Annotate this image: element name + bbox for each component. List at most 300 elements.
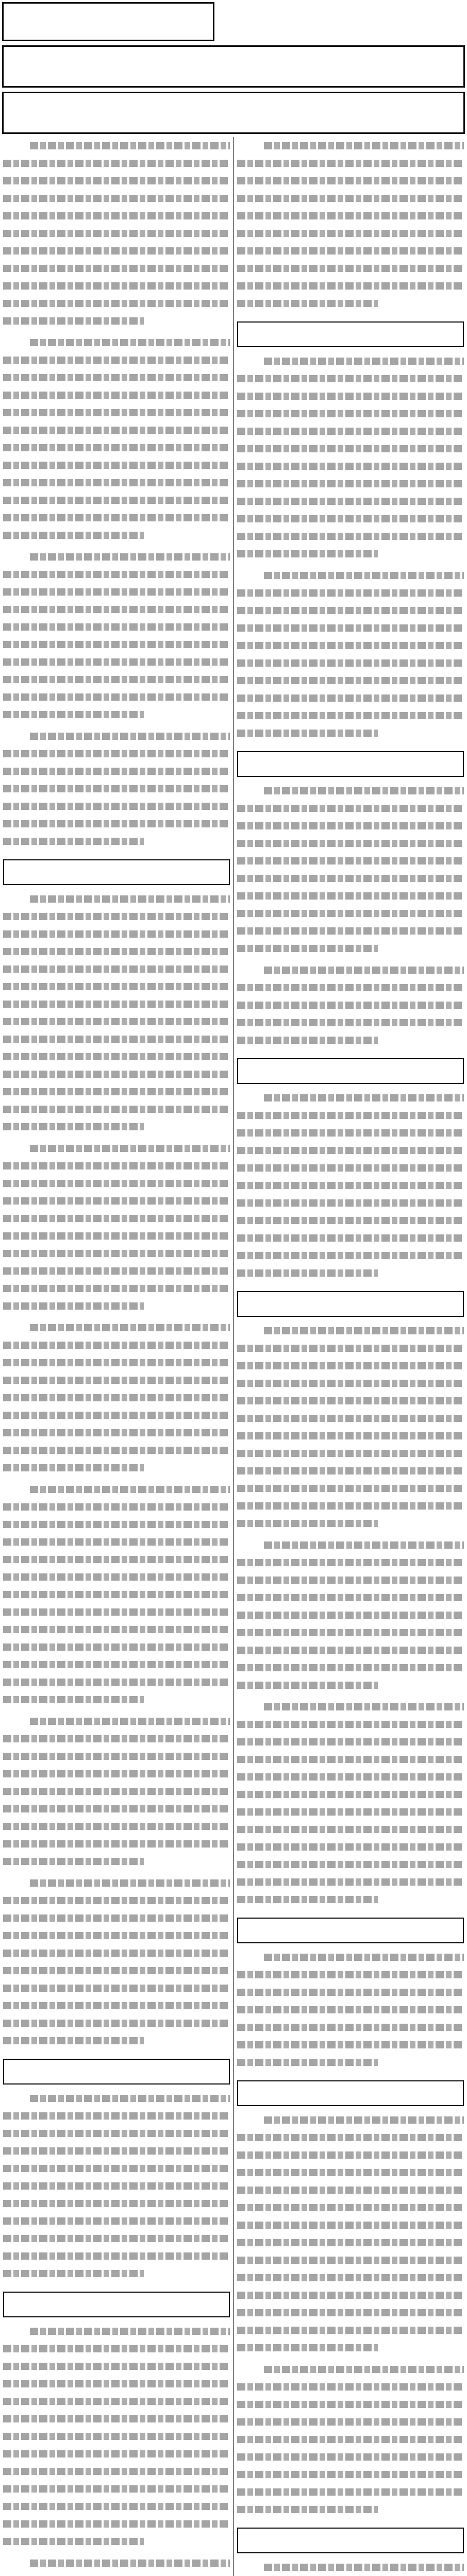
text-line	[3, 1336, 230, 1354]
paragraph-text-lines	[3, 1481, 230, 1708]
text-line	[237, 1716, 464, 1733]
text-line	[3, 2265, 230, 2282]
paragraph-gap	[3, 330, 230, 334]
text-line	[3, 1997, 230, 2014]
text-line	[237, 979, 464, 996]
paragraph-gap	[3, 2282, 230, 2286]
text-line	[237, 1803, 464, 1821]
text-line	[237, 1515, 464, 1532]
text-line	[237, 654, 464, 672]
paragraph-gap	[237, 563, 464, 567]
paragraph-text-lines	[3, 2090, 230, 2282]
text-line	[237, 996, 464, 1014]
text-line	[237, 2199, 464, 2216]
paragraph-gap	[237, 1694, 464, 1698]
text-line	[237, 619, 464, 637]
text-line	[237, 277, 464, 295]
paragraph-gap	[3, 1315, 230, 1319]
text-line	[237, 2378, 464, 2396]
text-line	[237, 2216, 464, 2234]
text-line	[237, 1089, 464, 1107]
section-heading	[237, 1291, 464, 1317]
text-line	[3, 1874, 230, 1892]
text-line	[3, 1603, 230, 1621]
text-line	[237, 1838, 464, 1856]
text-line	[3, 2032, 230, 2049]
text-line	[237, 887, 464, 905]
text-line	[3, 780, 230, 798]
text-line	[237, 1212, 464, 1229]
text-line	[3, 225, 230, 242]
text-line	[3, 745, 230, 762]
text-line	[237, 2396, 464, 2413]
text-line	[3, 636, 230, 653]
paragraph-text-lines	[3, 1319, 230, 1477]
text-line	[237, 207, 464, 225]
text-line	[3, 2142, 230, 2160]
text-line	[3, 2195, 230, 2212]
text-line	[237, 2558, 464, 2576]
text-line	[237, 2251, 464, 2269]
text-line	[3, 1944, 230, 1962]
text-line	[3, 1621, 230, 1638]
text-line	[3, 2463, 230, 2480]
paragraph-text-lines	[3, 1140, 230, 1315]
text-line	[3, 2515, 230, 2533]
text-line	[3, 1909, 230, 1927]
paragraph-gap	[237, 312, 464, 316]
text-line	[3, 960, 230, 978]
text-line	[237, 1676, 464, 1694]
text-line	[237, 2164, 464, 2181]
text-line	[3, 618, 230, 636]
text-line	[237, 567, 464, 584]
text-line	[237, 405, 464, 422]
paragraph-text-lines	[237, 782, 464, 957]
paragraph-text-lines	[3, 1874, 230, 2049]
text-line	[3, 2410, 230, 2428]
text-line	[237, 1641, 464, 1659]
text-line	[3, 2177, 230, 2195]
paragraph-gap	[3, 544, 230, 548]
paragraph-text-lines	[237, 1536, 464, 1694]
text-line	[237, 1159, 464, 1177]
text-line	[3, 1424, 230, 1442]
text-line	[237, 2431, 464, 2448]
text-line	[3, 943, 230, 960]
text-line	[3, 1100, 230, 1118]
text-line	[237, 2111, 464, 2129]
text-line	[237, 2448, 464, 2466]
text-line	[237, 2129, 464, 2146]
text-line	[237, 457, 464, 475]
paragraph-text-lines	[237, 1089, 464, 1282]
text-line	[3, 492, 230, 509]
text-line	[237, 1733, 464, 1751]
paragraph-gap	[3, 1708, 230, 1713]
text-line	[3, 1818, 230, 1835]
text-line	[3, 2212, 230, 2230]
text-line	[3, 1083, 230, 1100]
text-line	[237, 422, 464, 440]
text-line	[3, 1030, 230, 1048]
paragraph-text-lines	[237, 1698, 464, 1908]
text-line	[3, 1835, 230, 1853]
text-line	[237, 1821, 464, 1838]
text-line	[3, 386, 230, 404]
text-line	[3, 2533, 230, 2550]
text-line	[237, 1247, 464, 1264]
text-line	[3, 1892, 230, 1909]
text-line	[237, 2181, 464, 2199]
text-line	[237, 352, 464, 370]
text-line	[3, 671, 230, 688]
section-heading	[237, 2080, 464, 2106]
headline-banner-1	[2, 2, 214, 41]
paragraph-text-lines	[3, 727, 230, 850]
text-line	[237, 817, 464, 835]
text-line	[3, 1371, 230, 1389]
text-line	[3, 172, 230, 190]
text-line	[237, 1659, 464, 1676]
text-line	[3, 2160, 230, 2177]
text-line	[3, 421, 230, 439]
text-line	[3, 1048, 230, 1065]
text-line	[3, 566, 230, 583]
paragraph-text-lines	[3, 334, 230, 544]
text-line	[237, 961, 464, 979]
text-line	[3, 798, 230, 815]
text-line	[237, 172, 464, 190]
text-line	[237, 1194, 464, 1212]
section-heading	[237, 1918, 464, 1943]
section-heading	[237, 1058, 464, 1084]
text-line	[3, 277, 230, 295]
text-line	[237, 1984, 464, 2001]
text-line	[237, 2146, 464, 2164]
text-line	[237, 584, 464, 602]
text-line	[3, 1157, 230, 1175]
paragraph-text-lines	[3, 548, 230, 723]
text-line	[3, 1551, 230, 1568]
paragraph-gap	[3, 2049, 230, 2054]
paragraph-text-lines	[237, 2361, 464, 2518]
text-line	[3, 2572, 230, 2576]
text-line	[237, 1856, 464, 1873]
text-line	[237, 2321, 464, 2339]
text-line	[3, 474, 230, 492]
text-line	[237, 493, 464, 510]
text-line	[3, 1748, 230, 1765]
text-line	[3, 1783, 230, 1800]
paragraph-text-lines	[237, 1322, 464, 1532]
left-column	[3, 137, 230, 2576]
text-line	[237, 2361, 464, 2378]
text-line	[3, 2554, 230, 2572]
headline-banner-2	[2, 45, 465, 88]
text-line	[3, 137, 230, 155]
text-line	[237, 2304, 464, 2321]
text-line	[3, 190, 230, 207]
text-line	[237, 602, 464, 619]
text-line	[237, 2234, 464, 2251]
text-line	[237, 724, 464, 742]
headline-banner-3	[2, 92, 465, 134]
text-line	[3, 1354, 230, 1371]
text-line	[237, 922, 464, 940]
text-line	[3, 583, 230, 601]
section-heading	[3, 859, 230, 885]
text-line	[237, 835, 464, 852]
text-line	[237, 510, 464, 528]
text-line	[237, 1340, 464, 1357]
text-line	[3, 155, 230, 172]
text-line	[237, 225, 464, 242]
paragraph-gap	[237, 742, 464, 746]
text-line	[3, 1481, 230, 1498]
text-line	[3, 527, 230, 544]
text-line	[3, 295, 230, 312]
section-heading	[3, 2292, 230, 2317]
paragraph-gap	[237, 1049, 464, 1053]
text-line	[237, 242, 464, 260]
text-line	[3, 260, 230, 277]
text-line	[237, 1554, 464, 1571]
text-line	[237, 1480, 464, 1497]
text-line	[237, 1536, 464, 1554]
text-line	[237, 1107, 464, 1124]
text-line	[3, 1765, 230, 1783]
text-line	[237, 1891, 464, 1908]
text-line	[3, 2480, 230, 2498]
text-line	[3, 1586, 230, 1603]
paragraph-text-lines	[237, 352, 464, 563]
text-line	[237, 2466, 464, 2483]
text-line	[3, 404, 230, 421]
paragraph-text-lines	[3, 137, 230, 330]
text-line	[237, 637, 464, 654]
text-line	[237, 1624, 464, 1641]
text-line	[3, 1962, 230, 1979]
text-line	[3, 1638, 230, 1656]
text-line	[237, 528, 464, 545]
text-line	[237, 2269, 464, 2286]
section-heading	[237, 321, 464, 347]
text-line	[237, 1375, 464, 1392]
section-heading	[237, 751, 464, 777]
text-line	[3, 2445, 230, 2463]
text-line	[3, 815, 230, 833]
text-line	[237, 1497, 464, 1515]
text-line	[237, 545, 464, 563]
text-line	[3, 1498, 230, 1516]
text-line	[3, 1533, 230, 1551]
paragraph-text-lines	[3, 1713, 230, 1870]
text-line	[237, 475, 464, 493]
paragraph-text-lines	[237, 137, 464, 312]
text-line	[3, 890, 230, 908]
text-line	[237, 1031, 464, 1049]
text-line	[237, 870, 464, 887]
text-line	[3, 908, 230, 925]
text-line	[3, 2375, 230, 2393]
text-line	[3, 925, 230, 943]
text-line	[237, 1392, 464, 1410]
paragraph-gap	[3, 1870, 230, 1874]
text-line	[3, 312, 230, 330]
text-line	[3, 1730, 230, 1748]
text-line	[3, 1459, 230, 1477]
paragraph-gap	[237, 2357, 464, 2361]
text-line	[3, 1140, 230, 1157]
paragraph-gap	[237, 1908, 464, 1912]
text-line	[237, 2036, 464, 2054]
text-line	[237, 137, 464, 155]
text-line	[3, 1656, 230, 1673]
text-line	[237, 2413, 464, 2431]
text-line	[237, 1786, 464, 1803]
text-line	[237, 190, 464, 207]
text-line	[3, 456, 230, 474]
text-line	[3, 1319, 230, 1336]
text-line	[237, 155, 464, 172]
text-line	[3, 509, 230, 527]
text-line	[3, 1297, 230, 1315]
text-line	[3, 762, 230, 780]
text-line	[3, 1568, 230, 1586]
text-line	[237, 1589, 464, 1606]
text-line	[3, 548, 230, 566]
text-line	[237, 689, 464, 707]
paragraph-gap	[237, 957, 464, 961]
text-line	[3, 2323, 230, 2340]
text-line	[3, 439, 230, 456]
paragraph-text-lines	[3, 2554, 230, 2576]
text-line	[3, 207, 230, 225]
text-line	[237, 1229, 464, 1247]
text-line	[237, 440, 464, 457]
text-line	[3, 1192, 230, 1210]
text-line	[237, 1410, 464, 1427]
text-line	[237, 1177, 464, 1194]
text-line	[3, 1927, 230, 1944]
text-line	[3, 1245, 230, 1262]
text-line	[237, 2339, 464, 2357]
text-line	[237, 800, 464, 817]
text-line	[3, 688, 230, 706]
text-line	[237, 1357, 464, 1375]
text-line	[3, 1280, 230, 1297]
text-line	[3, 1175, 230, 1192]
text-line	[3, 833, 230, 850]
text-line	[237, 1966, 464, 1984]
text-line	[3, 2428, 230, 2445]
paragraph-text-lines	[237, 2111, 464, 2357]
right-column	[237, 137, 464, 2576]
text-line	[3, 1389, 230, 1406]
text-line	[3, 1691, 230, 1708]
text-line	[3, 1442, 230, 1459]
text-line	[237, 1445, 464, 1462]
paragraph-gap	[3, 723, 230, 727]
text-line	[237, 2501, 464, 2518]
text-line	[237, 1606, 464, 1624]
section-heading	[3, 2059, 230, 2084]
paragraph-text-lines	[237, 2558, 464, 2576]
text-line	[3, 2393, 230, 2410]
text-line	[3, 2247, 230, 2265]
text-line	[3, 2340, 230, 2358]
text-line	[237, 1698, 464, 1716]
text-line	[3, 727, 230, 745]
paragraph-gap	[237, 2518, 464, 2522]
text-line	[3, 1210, 230, 1227]
paragraph-text-lines	[3, 890, 230, 1136]
text-line	[237, 1948, 464, 1966]
text-line	[3, 1227, 230, 1245]
text-line	[3, 706, 230, 723]
paragraph-text-lines	[237, 567, 464, 742]
paragraph-gap	[237, 1282, 464, 1286]
paragraph-gap	[3, 1477, 230, 1481]
text-line	[237, 1322, 464, 1340]
text-line	[237, 1142, 464, 1159]
text-line	[237, 1427, 464, 1445]
text-line	[3, 2125, 230, 2142]
text-line	[3, 1516, 230, 1533]
paragraph-text-lines	[237, 1948, 464, 2071]
text-line	[3, 2107, 230, 2125]
text-line	[3, 1406, 230, 1424]
text-line	[3, 1673, 230, 1691]
text-line	[3, 242, 230, 260]
text-line	[3, 2090, 230, 2107]
paragraph-gap	[237, 2071, 464, 2075]
text-line	[3, 1853, 230, 1870]
text-line	[3, 2358, 230, 2375]
text-line	[3, 1118, 230, 1136]
text-line	[237, 2054, 464, 2071]
text-line	[237, 2001, 464, 2019]
paragraph-gap	[3, 850, 230, 854]
text-line	[237, 2483, 464, 2501]
text-line	[3, 2014, 230, 2032]
text-line	[237, 672, 464, 689]
text-line	[237, 707, 464, 724]
text-line	[3, 1262, 230, 1280]
text-line	[237, 1124, 464, 1142]
text-line	[3, 978, 230, 995]
text-line	[3, 1713, 230, 1730]
text-line	[3, 369, 230, 386]
text-line	[3, 334, 230, 351]
text-line	[3, 601, 230, 618]
text-line	[3, 1013, 230, 1030]
section-heading	[237, 2528, 464, 2553]
text-line	[237, 905, 464, 922]
text-line	[237, 1264, 464, 1282]
paragraph-gap	[3, 2550, 230, 2554]
text-line	[3, 2230, 230, 2247]
text-line	[237, 1462, 464, 1480]
paragraph-gap	[3, 1136, 230, 1140]
text-line	[237, 2286, 464, 2304]
text-line	[237, 387, 464, 405]
text-line	[237, 1768, 464, 1786]
text-line	[237, 295, 464, 312]
paragraph-text-lines	[237, 961, 464, 1049]
text-line	[237, 782, 464, 800]
